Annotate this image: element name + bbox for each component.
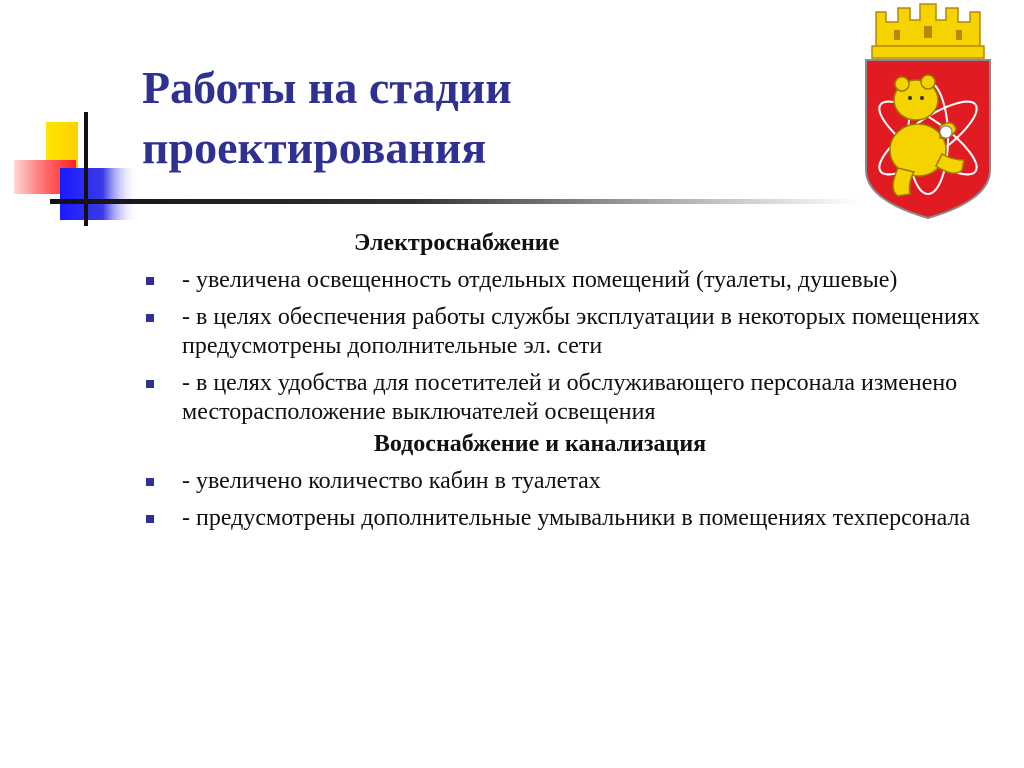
list-item: [140, 266, 1002, 295]
title-line-1: Работы на стадии: [142, 62, 512, 113]
section-heading-electric: Электроснабжение: [354, 230, 560, 256]
square-bullet-icon: [146, 380, 154, 388]
list-item: [140, 467, 1002, 496]
list-item-text: - в целях удобства для посетителей и обслуживающего персонала изменено месторасположение выключателей освещения: [182, 370, 958, 425]
water-bullet-list: [140, 467, 1000, 533]
list-item-text: - предусмотрены дополнительные умывальники в помещениях техперсонала: [182, 505, 971, 531]
slide-title: [142, 58, 842, 178]
square-bullet-icon: [146, 515, 154, 523]
list-item: [140, 504, 1002, 533]
square-bullet-icon: [146, 314, 154, 322]
list-item: [140, 369, 1002, 427]
square-bullet-icon: [146, 478, 154, 486]
list-item-text: - в целях обеспечения работы службы эксплуатации в некоторых помещениях предусмотрены дополнительные эл. сети: [182, 304, 980, 359]
title-line-2: проектирования: [142, 122, 487, 173]
list-item-text: - увеличено количество кабин в туалетах: [182, 468, 601, 494]
coat-of-arms-emblem: [858, 0, 998, 224]
square-bullet-icon: [146, 277, 154, 285]
list-item-text: - увеличена освещенность отдельных помещений (туалеты, душевые): [182, 267, 898, 293]
title-divider: [50, 199, 862, 204]
list-item: [140, 303, 1002, 361]
electric-bullet-list: [140, 266, 1000, 427]
slide-content: [140, 228, 1000, 533]
section-heading-water: Водоснабжение и канализация: [373, 431, 707, 457]
